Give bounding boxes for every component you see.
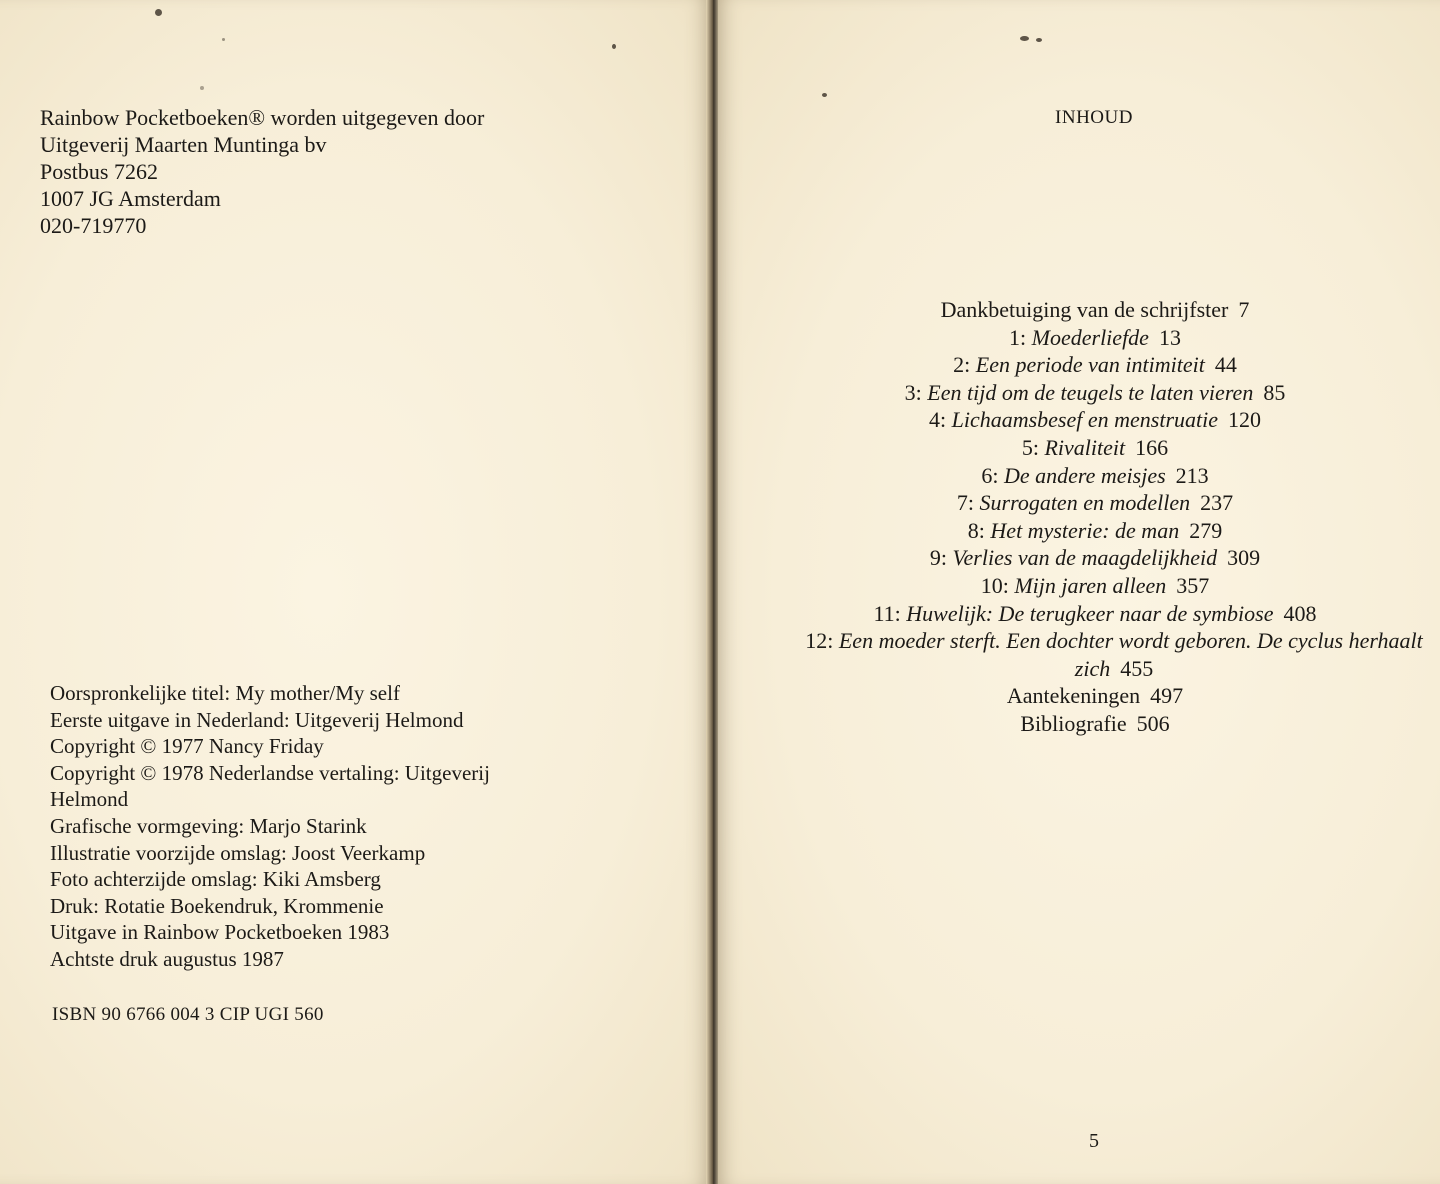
toc-page-number: 166	[1135, 434, 1169, 460]
toc-chapter-number: 8:	[967, 517, 991, 543]
publisher-line: Postbus 7262	[40, 159, 158, 184]
toc-page-number: 506	[1136, 710, 1170, 736]
toc-entry	[758, 462, 1432, 490]
toc-title: Rivaliteit	[1044, 434, 1126, 460]
publisher-line: 020-719770	[40, 213, 147, 238]
toc-page-number: 237	[1200, 490, 1234, 516]
toc-title: Het mysterie: de man	[990, 517, 1180, 543]
isbn-line: ISBN 90 6766 004 3 CIP UGI 560	[52, 1004, 324, 1025]
toc-title: Een periode van intimiteit	[975, 352, 1205, 378]
right-page	[718, 0, 1440, 1184]
ink-speck	[822, 93, 827, 97]
toc-chapter-number: 1:	[1009, 324, 1032, 350]
toc-page-number: 357	[1176, 572, 1210, 598]
page-number: 5	[1089, 1130, 1099, 1152]
ink-speck	[1020, 36, 1029, 41]
toc-entry	[758, 517, 1432, 545]
toc-chapter-number: 10:	[980, 572, 1015, 598]
toc-entry	[758, 406, 1432, 434]
toc-chapter-number: 5:	[1021, 434, 1045, 460]
toc-page-number: 85	[1263, 379, 1286, 405]
toc-chapter-number: 11:	[873, 600, 907, 626]
credit-line: Druk: Rotatie Boekendruk, Krommenie	[50, 893, 384, 918]
toc-entry	[758, 600, 1432, 628]
toc-page-number: 44	[1214, 352, 1237, 378]
toc-page-number: 213	[1175, 462, 1209, 488]
toc-chapter-number: 6:	[981, 462, 1004, 488]
toc-title: Mijn jaren alleen	[1014, 572, 1167, 598]
toc-title: Moederliefde	[1031, 324, 1149, 350]
toc-page-number: 120	[1228, 407, 1262, 433]
toc-heading: INHOUD	[1055, 107, 1133, 128]
credit-line: Illustratie voorzijde omslag: Joost Veerkamp	[50, 840, 426, 865]
toc-title: Lichaamsbesef en menstruatie	[951, 407, 1219, 433]
credit-line: Helmond	[50, 787, 129, 812]
ink-speck	[155, 9, 162, 16]
table-of-contents	[758, 296, 1432, 738]
toc-chapter-number: 7:	[956, 490, 980, 516]
credit-line: Uitgave in Rainbow Pocketboeken 1983	[50, 920, 390, 945]
toc-page-number: 279	[1189, 517, 1223, 543]
toc-page-number: 497	[1150, 683, 1184, 709]
toc-entry	[758, 296, 1432, 324]
ink-speck	[222, 38, 225, 41]
toc-title: Bibliografie	[1020, 710, 1127, 736]
credit-line: Copyright © 1977 Nancy Friday	[50, 734, 324, 759]
toc-title: Aantekeningen	[1006, 683, 1141, 709]
toc-chapter-number: 12:	[805, 628, 839, 654]
toc-entry	[758, 379, 1432, 407]
publisher-line: Rainbow Pocketboeken® worden uitgegeven door	[40, 105, 485, 130]
credit-line: Copyright © 1978 Nederlandse vertaling: Uitgeverij	[50, 760, 490, 785]
publisher-line: Uitgeverij Maarten Muntinga bv	[40, 132, 327, 157]
ink-speck	[612, 44, 616, 49]
toc-entry	[758, 627, 1432, 682]
toc-chapter-number: 3:	[904, 379, 928, 405]
toc-title: Dankbetuiging van de schrijfster	[940, 297, 1229, 322]
toc-page-number: 13	[1158, 324, 1181, 350]
credit-line: Foto achterzijde omslag: Kiki Amsberg	[50, 867, 381, 892]
toc-chapter-number: 9:	[929, 545, 953, 571]
toc-title: Verlies van de maagdelijkheid	[952, 545, 1218, 571]
ink-speck	[200, 86, 204, 90]
toc-page-number: 7	[1238, 297, 1250, 322]
toc-entry	[758, 710, 1432, 738]
toc-title: De andere meisjes	[1003, 462, 1166, 488]
toc-chapter-number: 2:	[953, 352, 976, 378]
credit-line: Grafische vormgeving: Marjo Starink	[50, 813, 367, 838]
ink-speck	[1036, 38, 1042, 42]
toc-chapter-number: 4:	[928, 407, 952, 433]
toc-page-number: 408	[1283, 600, 1317, 626]
publisher-line: 1007 JG Amsterdam	[40, 186, 221, 211]
publisher-address	[40, 104, 640, 239]
toc-title: Surrogaten en modellen	[979, 490, 1191, 516]
toc-entry	[758, 572, 1432, 600]
toc-entry	[758, 544, 1432, 572]
credit-line: Achtste druk augustus 1987	[50, 946, 284, 971]
toc-page-number: 309	[1227, 545, 1261, 571]
toc-title: Een tijd om de teugels te laten vieren	[927, 379, 1254, 405]
toc-entry	[758, 682, 1432, 710]
colophon-credits	[50, 680, 650, 973]
toc-entry	[758, 351, 1432, 379]
toc-entry	[758, 434, 1432, 462]
toc-entry	[758, 489, 1432, 517]
credit-line: Oorspronkelijke titel: My mother/My self	[50, 681, 400, 705]
toc-entry	[758, 324, 1432, 352]
toc-title: Huwelijk: De terugkeer naar de symbiose	[906, 600, 1274, 626]
toc-page-number: 455	[1120, 655, 1154, 681]
credit-line: Eerste uitgave in Nederland: Uitgeverij Helmond	[50, 707, 464, 732]
left-page	[0, 0, 712, 1184]
toc-title: Een moeder sterft. Een dochter wordt geboren. De cyclus herhaalt zich	[838, 628, 1423, 681]
